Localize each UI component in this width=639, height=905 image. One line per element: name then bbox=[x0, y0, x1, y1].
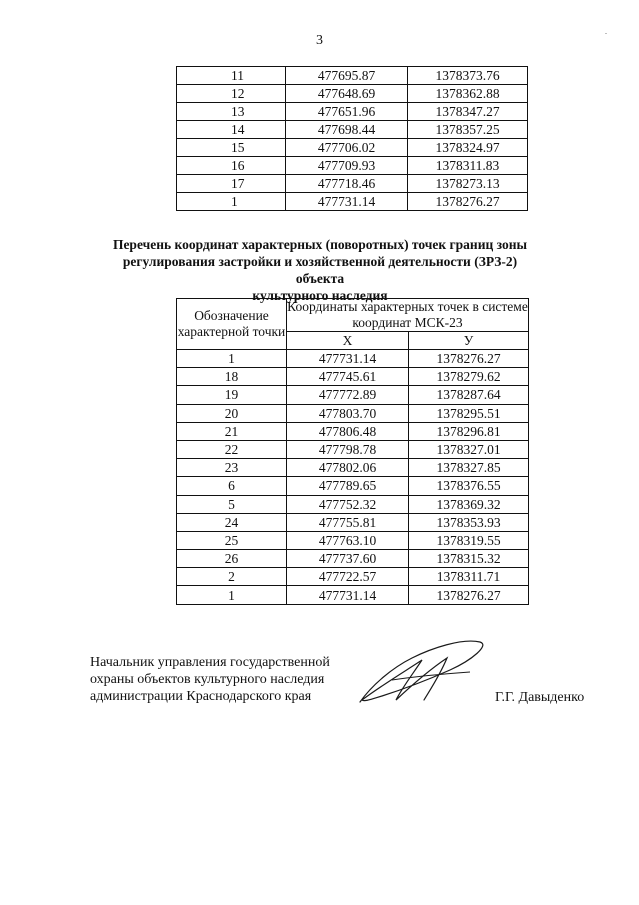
x-coordinate-cell: 477698.44 bbox=[286, 121, 408, 139]
signer-line-2: охраны объектов культурного наследия bbox=[90, 672, 325, 687]
table-row bbox=[177, 550, 529, 568]
y-coordinate-cell: 1378315.32 bbox=[409, 550, 529, 568]
table-row bbox=[177, 193, 528, 211]
table-row bbox=[177, 157, 528, 175]
table-row bbox=[177, 404, 529, 422]
y-coordinate-cell: 1378311.71 bbox=[409, 568, 529, 586]
table-row bbox=[177, 568, 529, 586]
y-coordinate-cell: 1378311.83 bbox=[408, 157, 528, 175]
y-coordinate-cell: 1378279.62 bbox=[409, 368, 529, 386]
table-row bbox=[177, 368, 529, 386]
point-id-cell: 1 bbox=[177, 350, 287, 368]
x-coordinate-cell: 477752.32 bbox=[287, 495, 409, 513]
y-coordinate-cell: 1378373.76 bbox=[408, 67, 528, 85]
point-id-cell: 16 bbox=[177, 157, 286, 175]
point-id-cell: 17 bbox=[177, 175, 286, 193]
y-coordinate-cell: 1378319.55 bbox=[409, 531, 529, 549]
point-id-cell: 19 bbox=[177, 386, 287, 404]
y-coordinate-cell: 1378273.13 bbox=[408, 175, 528, 193]
x-coordinate-cell: 477755.81 bbox=[287, 513, 409, 531]
y-coordinate-cell: 1378276.27 bbox=[409, 586, 529, 604]
y-coordinate-cell: 1378295.51 bbox=[409, 404, 529, 422]
signer-line-1: Начальник управления государственной bbox=[90, 655, 330, 670]
x-coordinate-cell: 477798.78 bbox=[287, 440, 409, 458]
zrz2-coordinates-table bbox=[176, 298, 529, 605]
point-id-cell: 18 bbox=[177, 368, 287, 386]
header-coordinates: Координаты характерных точек в системе координат МСК-23 bbox=[287, 299, 528, 330]
x-coordinate-cell: 477706.02 bbox=[286, 139, 408, 157]
table-row bbox=[177, 139, 528, 157]
section-heading bbox=[100, 236, 540, 304]
point-id-cell: 13 bbox=[177, 103, 286, 121]
x-coordinate-cell: 477648.69 bbox=[286, 85, 408, 103]
table-row bbox=[177, 586, 529, 604]
point-id-cell: 25 bbox=[177, 531, 287, 549]
header-x: X bbox=[287, 332, 409, 350]
heading-line-1: Перечень координат характерных (поворотных) точек границ зоны bbox=[112, 237, 528, 252]
y-coordinate-cell: 1378327.01 bbox=[409, 440, 529, 458]
point-id-cell: 5 bbox=[177, 495, 287, 513]
y-coordinate-cell: 1378362.88 bbox=[408, 85, 528, 103]
point-id-cell: 14 bbox=[177, 121, 286, 139]
x-coordinate-cell: 477737.60 bbox=[287, 550, 409, 568]
header-point-designation: Обозначение характерной точки bbox=[177, 299, 287, 350]
point-id-cell: 23 bbox=[177, 459, 287, 477]
x-coordinate-cell: 477651.96 bbox=[286, 103, 408, 121]
page-number: 3 bbox=[316, 33, 323, 48]
signer-position bbox=[90, 654, 330, 705]
table-row bbox=[177, 422, 529, 440]
x-coordinate-cell: 477695.87 bbox=[286, 67, 408, 85]
x-coordinate-cell: 477718.46 bbox=[286, 175, 408, 193]
heading-line-2: регулирования застройки и хозяйственной деятельности (ЗРЗ-2) объекта bbox=[122, 254, 518, 286]
x-coordinate-cell: 477772.89 bbox=[287, 386, 409, 404]
table-row bbox=[177, 121, 528, 139]
x-coordinate-cell: 477802.06 bbox=[287, 459, 409, 477]
point-id-cell: 6 bbox=[177, 477, 287, 495]
y-coordinate-cell: 1378324.97 bbox=[408, 139, 528, 157]
corner-mark: . bbox=[605, 27, 607, 36]
table-row bbox=[177, 440, 529, 458]
point-id-cell: 12 bbox=[177, 85, 286, 103]
signer-line-3: администрации Краснодарского края bbox=[90, 689, 312, 704]
y-coordinate-cell: 1378357.25 bbox=[408, 121, 528, 139]
y-coordinate-cell: 1378347.27 bbox=[408, 103, 528, 121]
handwritten-signature bbox=[352, 630, 492, 710]
x-coordinate-cell: 477789.65 bbox=[287, 477, 409, 495]
point-id-cell: 2 bbox=[177, 568, 287, 586]
signer-name: Г.Г. Давыденко bbox=[495, 690, 585, 705]
heading-line-3: культурного наследия bbox=[252, 288, 388, 303]
point-id-cell: 26 bbox=[177, 550, 287, 568]
point-id-cell: 1 bbox=[177, 193, 286, 211]
y-coordinate-cell: 1378296.81 bbox=[409, 422, 529, 440]
point-id-cell: 24 bbox=[177, 513, 287, 531]
table-row bbox=[177, 85, 528, 103]
table-row bbox=[177, 67, 528, 85]
point-id-cell: 15 bbox=[177, 139, 286, 157]
table-row bbox=[177, 495, 529, 513]
table-row bbox=[177, 386, 529, 404]
y-coordinate-cell: 1378276.27 bbox=[408, 193, 528, 211]
x-coordinate-cell: 477722.57 bbox=[287, 568, 409, 586]
point-id-cell: 22 bbox=[177, 440, 287, 458]
y-coordinate-cell: 1378287.64 bbox=[409, 386, 529, 404]
table-row bbox=[177, 531, 529, 549]
point-id-cell: 1 bbox=[177, 586, 287, 604]
table-row bbox=[177, 175, 528, 193]
x-coordinate-cell: 477709.93 bbox=[286, 157, 408, 175]
y-coordinate-cell: 1378276.27 bbox=[409, 350, 529, 368]
x-coordinate-cell: 477763.10 bbox=[287, 531, 409, 549]
y-coordinate-cell: 1378353.93 bbox=[409, 513, 529, 531]
x-coordinate-cell: 477745.61 bbox=[287, 368, 409, 386]
y-coordinate-cell: 1378327.85 bbox=[409, 459, 529, 477]
point-id-cell: 20 bbox=[177, 404, 287, 422]
x-coordinate-cell: 477806.48 bbox=[287, 422, 409, 440]
table-row bbox=[177, 103, 528, 121]
table-row bbox=[177, 477, 529, 495]
point-id-cell: 11 bbox=[177, 67, 286, 85]
table-row bbox=[177, 350, 529, 368]
table-row bbox=[177, 459, 529, 477]
x-coordinate-cell: 477731.14 bbox=[286, 193, 408, 211]
x-coordinate-cell: 477731.14 bbox=[287, 586, 409, 604]
coordinates-table-continued bbox=[176, 66, 528, 211]
x-coordinate-cell: 477803.70 bbox=[287, 404, 409, 422]
y-coordinate-cell: 1378376.55 bbox=[409, 477, 529, 495]
y-coordinate-cell: 1378369.32 bbox=[409, 495, 529, 513]
header-y: У bbox=[409, 332, 529, 350]
point-id-cell: 21 bbox=[177, 422, 287, 440]
table-row bbox=[177, 513, 529, 531]
x-coordinate-cell: 477731.14 bbox=[287, 350, 409, 368]
